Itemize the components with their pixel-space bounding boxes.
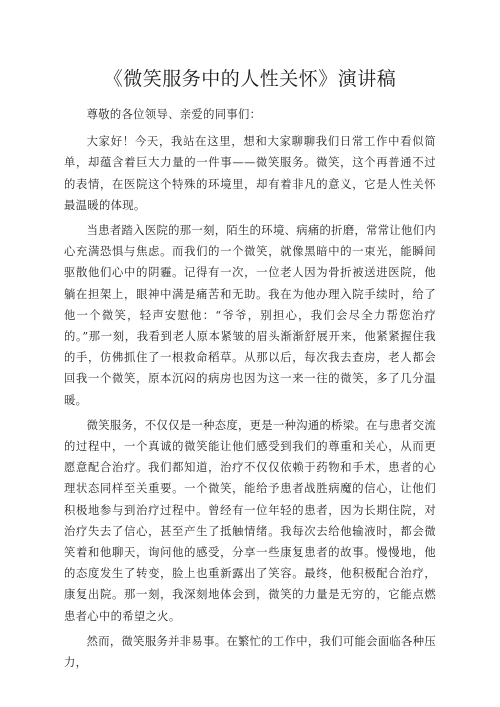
paragraph-1: 大家好！今天，我站在这里，想和大家聊聊我们日常工作中看似简单，却蕴含着巨大力量的一件事——微笑服务。微笑，这个再普通不过的表情，在医院这个特殊的环境里，却有着非凡的意义，它是人性关怀最温暖的体现。 xyxy=(64,135,436,212)
document-body xyxy=(64,104,436,677)
salutation: 尊敬的各位领导、亲爱的同事们： xyxy=(86,108,262,121)
paragraph-4: 然而，微笑服务并非易事。在繁忙的工作中，我们可能会面临各种压力， xyxy=(64,634,437,670)
paragraph-2: 当患者踏入医院的那一刻，陌生的环境、病痛的折磨，常常让他们内心充满恐惧与焦虑。而我们的一个微笑，就像黑暗中的一束光，能瞬间驱散他们心中的阴霾。记得有一次，一位老人因为骨折被送进医院，他躺在担架上，眼神中满是痛苦和无助。我在为他办理入院手续时，给了他一个微笑，轻声安慰他：“爷爷，别担心，我们会尽全力帮您治疗的。”那一刻，我看到老人原本紧皱的眉头渐渐舒展开来，他紧紧握住我的手，仿佛抓住了一根救命稻草。从那以后，每次我去查房，老人都会回我一个微笑，原本沉闷的病房也因为这一来一往的微笑，多了几分温暖。 xyxy=(64,224,437,407)
page-title: 《微笑服务中的人性关怀》演讲稿 xyxy=(103,68,397,90)
paragraph-3: 微笑服务，不仅仅是一种态度，更是一种沟通的桥梁。在与患者交流的过程中，一个真诚的微笑能让他们感受到我们的尊重和关心，从而更愿意配合治疗。我们都知道，治疗不仅仅依赖于药物和手术，患者的心理状态同样至关重要。一个微笑，能给予患者战胜病魔的信心，让他们积极地参与到治疗过程中。曾经有一位年轻的患者，因为长期住院，对治疗失去了信心，甚至产生了抵触情绪。我每次去给他输液时，都会微笑着和他聊天，询问他的感受，分享一些康复患者的故事。慢慢地，他的态度发生了转变，脸上也重新露出了笑容。最终，他积极配合治疗，康复出院。那一刻，我深刻地体会到，微笑的力量是无穷的，它能点燃患者心中的希望之火。 xyxy=(64,418,437,623)
